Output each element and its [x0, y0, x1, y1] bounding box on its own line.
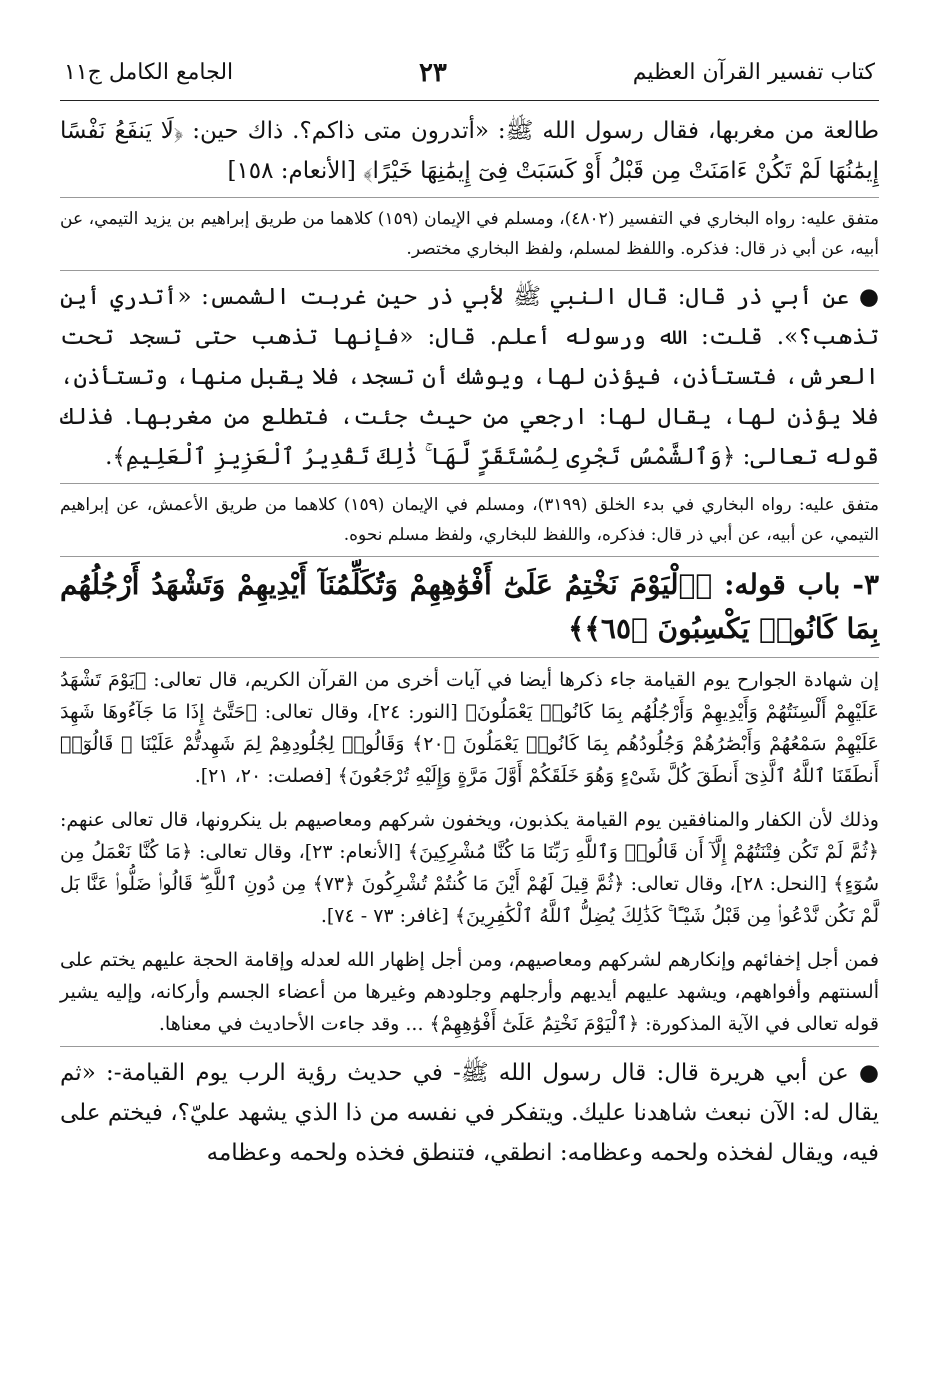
book-title: كتاب تفسير القرآن العظيم — [632, 60, 875, 85]
page-header — [60, 56, 879, 94]
header-rule — [60, 100, 879, 101]
page-body — [60, 111, 879, 1173]
commentary-paragraph: وذلك لأن الكفار والمنافقين يوم القيامة يكذبون، ويخفون شركهم ومعاصيهم بل ينكرونها، قال تعالى عنهم: ﴿ثُمَّ لَمْ تَكُن فِتْنَتُهُمْ إِلَّآ أَن قَالُوا۟ وَٱللَّهِ رَبِّنَا مَا كُنَّا مُشْرِكِينَ﴾ [الأنعام: ٢٣]، وقال تعالى: ﴿مَا كُنَّا نَعْمَلُ مِن سُوٓءٍ﴾ [النحل: ٢٨]، وقال تعالى: ﴿ثُمَّ قِيلَ لَهُمْ أَيْنَ مَا كُنتُمْ تُشْرِكُونَ ﴿٧٣﴾ مِن دُونِ ٱللَّهِ ۖ قَالُوا۟ ضَلُّوا۟ عَنَّا بَل لَّمْ نَكُن نَّدْعُوا۟ مِن قَبْلُ شَيْـًٔا ۚ كَذَٰلِكَ يُضِلُّ ٱللَّهُ ٱلْكَٰفِرِينَ﴾ [غافر: ٧٣ - ٧٤]. — [60, 809, 879, 927]
divider — [60, 657, 879, 658]
hadith-paragraph: ● عن أبي هريرة قال: قال رسول الله ﷺ- في حديث رؤية الرب يوم القيامة-: «ثم يقال له: الآن نبعث شاهدنا عليك. ويتفكر في نفسه من ذا الذي يشهد عليّ؟، فيختم على فيه، ويقال لفخذه ولحمه وعظامه: انطقي، فتنطق فخذه ولحمه وعظامه — [60, 1060, 879, 1166]
hadith-note: متفق عليه: رواه البخاري في بدء الخلق (٣١٩٩)، ومسلم في الإيمان (١٥٩) كلاهما من طريق الأعمش، عن إبراهيم التيمي، عن أبيه، عن أبي ذر قال: فذكره، واللفظ للبخاري، ولفظ مسلم نحوه. — [60, 495, 880, 545]
divider — [60, 556, 879, 557]
spacer — [60, 792, 879, 800]
commentary-paragraph: فمن أجل إخفائهم وإنكارهم لشركهم ومعاصيهم، ومن أجل إظهار الله لعدله وإقامة الحجة عليهم يختم على ألسنتهم وأفواههم، ويشهد عليهم أيديهم وأرجلهم وجلودهم وغيرها من أعضاء الجسم وأركانه، وإليه يشير قوله تعالى في الآية المذكورة: ﴿ٱلْيَوْمَ نَخْتِمُ عَلَىٰٓ أَفْوَٰهِهِمْ﴾ ... وقد جاءت الأحاديث في معناها. — [60, 949, 879, 1035]
divider — [60, 197, 879, 198]
page-number: ٢٣ — [418, 58, 447, 88]
section-heading: ٣- باب قوله: ﴿ٱلْيَوْمَ نَخْتِمُ عَلَىٰٓ أَفْوَٰهِهِمْ وَتُكَلِّمُنَآ أَيْدِيهِمْ وَتَشْهَدُ أَرْجُلُهُم بِمَا كَانُوا۟ يَكْسِبُونَ ﴿٦٥﴾﴾ — [60, 568, 879, 645]
divider — [60, 483, 879, 484]
hadith-paragraph: ● عن أبي ذر قال: قال النبي ﷺ لأبي ذر حين غربت الشمس: «أتدري أين تذهب؟». قلت: الله ورسوله أعلم. قال: «فإنها تذهب حتى تسجد تحت العرش، فتستأذن، فيؤذن لها، ويوشك أن تسجد، فلا يقبل منها، وتستأذن، فلا يؤذن لها، يقال لها: ارجعي من حيث جئت، فتطلع من مغربها. فذلك قوله تعالى: ﴿وَٱلشَّمْسُ تَجْرِى لِمُسْتَقَرٍّ لَّهَا ۚ ذَٰلِكَ تَقْدِيرُ ٱلْعَزِيزِ ٱلْعَلِيمِ﴾. — [60, 284, 879, 470]
commentary-paragraph: إن شهادة الجوارح يوم القيامة جاء ذكرها أيضا في آيات أخرى من القرآن الكريم، قال تعالى: ﴿يَوْمَ تَشْهَدُ عَلَيْهِمْ أَلْسِنَتُهُمْ وَأَيْدِيهِمْ وَأَرْجُلُهُم بِمَا كَانُوا۟ يَعْمَلُونَ﴾ [النور: ٢٤]، وقال تعالى: ﴿حَتَّىٰٓ إِذَا مَا جَآءُوهَا شَهِدَ عَلَيْهِمْ سَمْعُهُمْ وَأَبْصَٰرُهُمْ وَجُلُودُهُم بِمَا كَانُوا۟ يَعْمَلُونَ ﴿٢٠﴾ وَقَالُوا۟ لِجُلُودِهِمْ لِمَ شَهِدتُّمْ عَلَيْنَا ۖ قَالُوٓا۟ أَنطَقَنَا ٱللَّهُ ٱلَّذِىٓ أَنطَقَ كُلَّ شَىْءٍ وَهُوَ خَلَقَكُمْ أَوَّلَ مَرَّةٍ وَإِلَيْهِ تُرْجَعُونَ﴾ [فصلت: ٢٠، ٢١]. — [60, 669, 880, 787]
paragraph: طالعة من مغربها، فقال رسول الله ﷺ: «أتدرون متى ذاكم؟. ذاك حين: ﴿لَا يَنفَعُ نَفْسًا إِيمَٰنُهَا لَمْ تَكُنْ ءَامَنَتْ مِن قَبْلُ أَوْ كَسَبَتْ فِىٓ إِيمَٰنِهَا خَيْرًا﴾ [الأنعام: ١٥٨] — [60, 118, 879, 184]
divider — [60, 270, 879, 271]
spacer — [60, 932, 879, 940]
hadith-note: متفق عليه: رواه البخاري في التفسير (٤٨٠٢)، ومسلم في الإيمان (١٥٩) كلاهما من طريق إبراهيم بن يزيد التيمي، عن أبيه، عن أبي ذر قال: فذكره. واللفظ لمسلم، ولفظ البخاري مختصر. — [60, 209, 880, 259]
volume-label: الجامع الكامل ج١١ — [64, 60, 234, 85]
divider — [60, 1046, 879, 1047]
